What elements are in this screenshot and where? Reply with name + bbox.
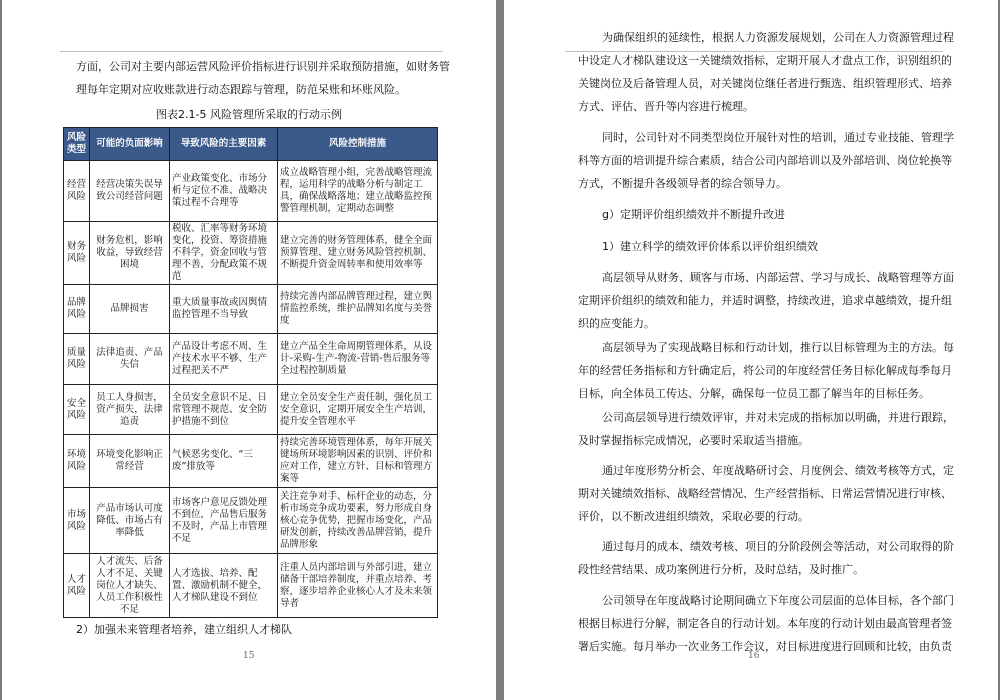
measure-cell: 建立产品全生命周期管理体系，从设计-采购-生产-物流-营销-售后服务等全过程控制质量 bbox=[278, 334, 438, 385]
risk-actions-table bbox=[63, 127, 438, 618]
table-row bbox=[64, 334, 438, 385]
measure-cell: 持续完善内部品牌管理过程，建立舆情监控系统，维护品牌知名度与美誉度 bbox=[278, 285, 438, 334]
cause-cell: 重大质量事故或因舆情监控管理不当导致 bbox=[170, 285, 278, 334]
section-heading: g）定期评价组织绩效并不断提升改进 bbox=[602, 208, 785, 221]
impact-cell: 品牌损害 bbox=[90, 285, 170, 334]
impact-cell: 经营决策失误导致公司经营问题 bbox=[90, 161, 170, 222]
body-line: 年的经营任务指标和方针确定后，将公司的年度经营任务目标化解成每季每月 bbox=[578, 364, 952, 377]
risk-type-cell: 市场风险 bbox=[64, 488, 90, 554]
measure-cell: 注重人员内部培训与外部引进，建立储备干部培养制度，并重点培养、考察，逐步培养企业核心人才及未来领导者 bbox=[278, 554, 438, 618]
body-line: 织的应变能力。 bbox=[578, 317, 655, 330]
table-header-row bbox=[64, 128, 438, 161]
table-row bbox=[64, 285, 438, 334]
body-line: 同时，公司针对不同类型岗位开展针对性的培训，通过专业技能、管理学 bbox=[602, 131, 954, 144]
intro-line-1: 方面，公司对主要内部运营风险评价指标进行识别并采取预防措施，如财务管 bbox=[76, 60, 450, 73]
body-line: 根据目标进行分解，制定各自的行动计划。本年度的行动计划由最高管理者签 bbox=[578, 617, 952, 630]
body-line: 公司领导在年度战略讨论期间确立下年度公司层面的总体目标，各个部门 bbox=[602, 594, 954, 607]
cause-cell: 产业政策变化、市场分析与定位不准、战略决策过程不合理等 bbox=[170, 161, 278, 222]
body-line: 通过年度形势分析会、年度战略研讨会、月度例会、绩效考核等方式，定 bbox=[602, 464, 954, 477]
table-row bbox=[64, 385, 438, 435]
risk-type-cell: 经营风险 bbox=[64, 161, 90, 222]
table-row bbox=[64, 435, 438, 488]
measure-cell: 关注竞争对手、标杆企业的动态，分析市场竞争成功要素，努力形成自身核心竞争优势，把握市场变化，产品研发创新，持续改善品牌营销，提升品牌形象 bbox=[278, 488, 438, 554]
page-number: 15 bbox=[243, 651, 255, 661]
cause-cell: 人才选拔、培养、配置、激励机制不健全，人才梯队建设不到位 bbox=[170, 554, 278, 618]
risk-type-cell: 品牌风险 bbox=[64, 285, 90, 334]
measure-cell: 建立完善的财务管理体系，健全全面预算管理、建立财务风险管控机制、不断提升资金周转率和使用效率等 bbox=[278, 222, 438, 285]
impact-cell: 法律追责、产品失信 bbox=[90, 334, 170, 385]
body-line: 科等方面的培训提升综合素质，结合公司内部培训以及外部培训、岗位轮换等 bbox=[578, 154, 952, 167]
impact-cell: 财务危机，影响收益，导致经营困境 bbox=[90, 222, 170, 285]
risk-type-cell: 质量风险 bbox=[64, 334, 90, 385]
impact-cell: 产品市场认可度降低、市场占有率降低 bbox=[90, 488, 170, 554]
body-line: 署后实施。每月举办一次业务工作会议，对目标进度进行回顾和比较，由负责 bbox=[578, 640, 952, 653]
cause-cell: 全员安全意识不足、日常管理不规范、安全防护措施不到位 bbox=[170, 385, 278, 435]
table-caption: 图表2.1-5 风险管理所采取的行动示例 bbox=[156, 108, 342, 121]
risk-type-cell: 人才风险 bbox=[64, 554, 90, 618]
cause-cell: 税收、汇率等财务环境变化，投资、筹资措施不科学，资金回收与管理不善，分配政策不规范 bbox=[170, 222, 278, 285]
document-page-right bbox=[504, 0, 998, 700]
cause-cell: 产品设计考虑不周、生产技术水平不够、生产过程把关不严 bbox=[170, 334, 278, 385]
body-line: 评价，以不断改进组织绩效，采取必要的行动。 bbox=[578, 510, 809, 523]
risk-type-cell: 财务风险 bbox=[64, 222, 90, 285]
section-subheading: 1）建立科学的绩效评价体系以评价组织绩效 bbox=[602, 240, 818, 253]
header-control-measures: 风险控制措施 bbox=[278, 128, 438, 161]
table-row bbox=[64, 488, 438, 554]
document-page-left bbox=[2, 0, 496, 700]
cause-cell: 气候恶劣变化、“三废”排放等 bbox=[170, 435, 278, 488]
body-line: 高层领导为了实现战略目标和行动计划，推行以目标管理为主的方法。每 bbox=[602, 341, 954, 354]
body-line: 方式，不断提升各级领导者的综合领导力。 bbox=[578, 177, 787, 190]
header-rule bbox=[60, 51, 443, 52]
impact-cell: 环境变化影响正常经营 bbox=[90, 435, 170, 488]
table-row bbox=[64, 161, 438, 222]
body-line: 定期评价组织的绩效和能力，并适时调整，持续改进，追求卓越绩效，提升组 bbox=[578, 294, 952, 307]
intro-line-2: 理每年定期对应收账款进行动态跟踪与管理，防范呆账和坏账风险。 bbox=[76, 83, 406, 96]
body-line: 及时掌握指标完成情况，必要时采取适当措施。 bbox=[578, 434, 809, 447]
body-line: 中设定人才梯队建设这一关键绩效指标，定期开展人才盘点工作，识别组织的 bbox=[578, 54, 952, 67]
impact-cell: 员工人身损害，资产损失，法律追责 bbox=[90, 385, 170, 435]
table-row bbox=[64, 554, 438, 618]
header-negative-impact: 可能的负面影响 bbox=[90, 128, 170, 161]
body-line: 关键岗位及后备管理人员，对关键岗位继任者进行甄选、组织管理形式、培养 bbox=[578, 77, 952, 90]
body-line: 方式、评估、晋升等内容进行梳理。 bbox=[578, 100, 754, 113]
risk-type-cell: 安全风险 bbox=[64, 385, 90, 435]
header-risk-type: 风险类型 bbox=[64, 128, 90, 161]
body-line: 通过每月的成本、绩效考核、项目的分阶段例会等活动，对公司取得的阶 bbox=[602, 540, 954, 553]
body-line: 为确保组织的延续性，根据人力资源发展规划，公司在人力资源管理过程 bbox=[602, 31, 954, 44]
body-line: 目标，向全体员工传达、分解，确保每一位员工都了解当年的目标任务。 bbox=[578, 387, 930, 400]
cause-cell: 市场客户意见反馈处理不到位，产品售后服务不及时，产品上市管理不足 bbox=[170, 488, 278, 554]
section-heading: 2）加强未来管理者培养，建立组织人才梯队 bbox=[76, 623, 292, 636]
measure-cell: 建立全员安全生产责任制，强化员工安全意识，定期开展安全生产培训，提升安全管理水平 bbox=[278, 385, 438, 435]
table-row bbox=[64, 222, 438, 285]
body-line: 段性经营结果、成功案例进行分析，及时总结，及时推广。 bbox=[578, 563, 864, 576]
body-line: 公司高层领导进行绩效评审，并对未完成的指标加以明确，并进行跟踪， bbox=[602, 411, 954, 424]
page-number: 16 bbox=[748, 651, 760, 661]
impact-cell: 人才流失、后备人才不足、关键岗位人才缺失、人员工作积极性不足 bbox=[90, 554, 170, 618]
risk-type-cell: 环境风险 bbox=[64, 435, 90, 488]
body-line: 高层领导从财务、顾客与市场、内部运营、学习与成长、战略管理等方面 bbox=[602, 271, 954, 284]
body-line: 期对关键绩效指标、战略经营情况、生产经营指标、日常运营情况进行审核、 bbox=[578, 487, 952, 500]
measure-cell: 成立战略管理小组，完善战略管理流程，运用科学的战略分析与制定工具，确保战略落地；建立战略监控预警管理机制，定期动态调整 bbox=[278, 161, 438, 222]
header-main-causes: 导致风险的主要因素 bbox=[170, 128, 278, 161]
measure-cell: 持续完善环境管理体系，每年开展关键场所环境影响因素的识别、评价和应对工作，建立方针、目标和管理方案等 bbox=[278, 435, 438, 488]
